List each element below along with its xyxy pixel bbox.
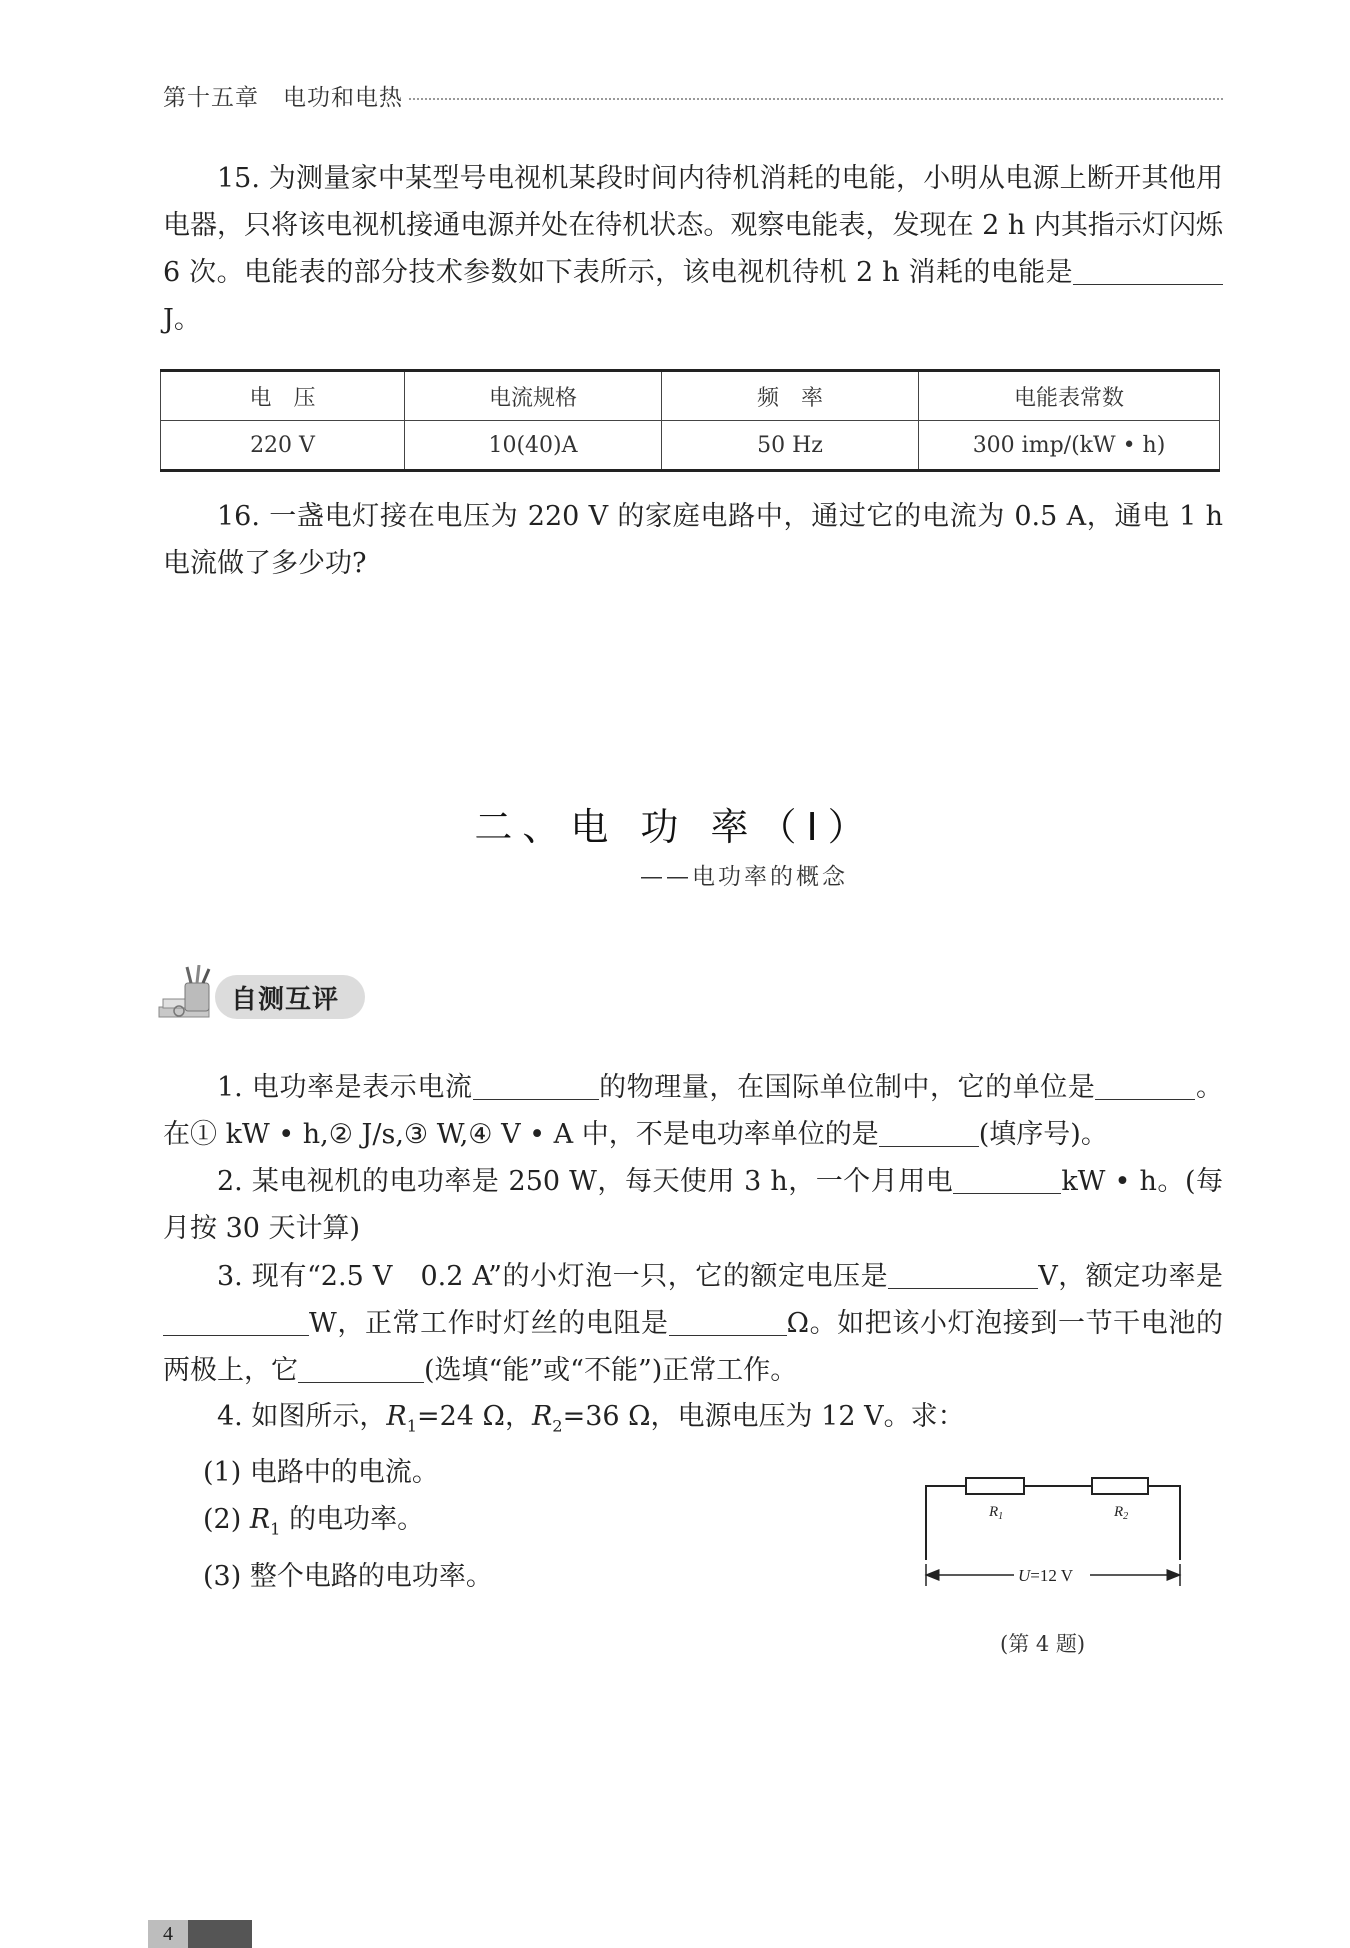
q1-part3: 。在① kW • h,② J/s,③ W,④ V • A 中，不是电功率单位的是	[163, 1072, 1224, 1150]
q3-blank-3[interactable]	[669, 1309, 787, 1336]
q16-text: 16. 一盏电灯接在电压为 220 V 的家庭电路中，通过它的电流为 0.5 A，通电 1 h 电流做了多少功?	[163, 501, 1223, 579]
q15-text: 15. 为测量家中某型号电视机某段时间内待机消耗的电能，小明从电源上断开其他用电器，只将该电视机接通电源并处在待机状态。观察电能表，发现在 2 h 内其指示灯闪烁 6 次。电能表的部分技术参数如下表所示，该电视机待机 2 h 消耗的电能是	[163, 163, 1223, 288]
table-header-cell: 电 压	[161, 371, 405, 421]
q2-part1: 2. 某电视机的电功率是 250 W，每天使用 3 h，一个月用电	[217, 1166, 954, 1197]
meter-params-table	[160, 369, 1220, 472]
q4-sub-1: (1) 电路中的电流。	[203, 1457, 439, 1489]
section-title: 二、电 功 率（Ⅰ）	[474, 805, 876, 849]
label-r1: $R_1$	[989, 1504, 1004, 1522]
question-2	[163, 1158, 1223, 1252]
q1-part1: 1. 电功率是表示电流	[217, 1072, 473, 1103]
q4-sub-2-a: (2)	[203, 1504, 250, 1536]
q1-part2: 的物理量，在国际单位制中，它的单位是	[598, 1072, 1096, 1103]
q4-intro-a: 4. 如图所示，	[217, 1401, 387, 1432]
q4-r2-sub: 2	[552, 1416, 563, 1436]
badge-label: 自测互评	[231, 985, 340, 1015]
q4-sub-2-subscript: 1	[270, 1519, 281, 1539]
resistor-r1	[966, 1478, 1024, 1494]
question-1	[163, 1064, 1223, 1158]
table-cell: 300 imp/(kW • h)	[919, 421, 1220, 471]
table-cell: 50 Hz	[662, 421, 919, 471]
q1-blank-3[interactable]	[879, 1120, 979, 1147]
table-header-row	[161, 371, 1220, 421]
table-row	[161, 421, 1220, 471]
q4-sub-2-b: 的电功率。	[280, 1504, 425, 1536]
circuit-wire	[926, 1486, 1180, 1560]
header-dotted-rule	[409, 98, 1223, 100]
q2-blank[interactable]	[953, 1167, 1061, 1194]
q4-r1-sub: 1	[406, 1416, 417, 1436]
table-cell: 220 V	[161, 421, 405, 471]
table-cell: 10(40)A	[405, 421, 662, 471]
q3-part3: W，正常工作时灯丝的电阻是	[309, 1308, 669, 1339]
label-voltage: U=12 V	[1018, 1566, 1074, 1585]
page-number: 4	[148, 1920, 188, 1948]
question-16	[163, 493, 1223, 587]
footer-bar	[188, 1920, 252, 1948]
q4-r2-symbol: R	[531, 1401, 553, 1432]
self-test-badge	[155, 965, 375, 1029]
question-3	[163, 1253, 1223, 1394]
table-header-cell: 电能表常数	[919, 371, 1220, 421]
q3-part5: (选填“能”或“不能”)正常工作。	[424, 1355, 798, 1386]
q3-part1: 3. 现有“2.5 V 0.2 A”的小灯泡一只，它的额定电压是	[217, 1261, 889, 1292]
q15-answer-blank[interactable]	[1073, 258, 1223, 285]
q3-part2: V，额定功率是	[1038, 1261, 1224, 1292]
page-footer	[148, 1920, 252, 1948]
question-15	[163, 155, 1223, 343]
q4-r1-symbol: R	[386, 1401, 407, 1432]
table-header-cell: 电流规格	[405, 371, 662, 421]
q3-blank-2[interactable]	[163, 1309, 309, 1336]
figure-caption: (第 4 题)	[1000, 1632, 1086, 1656]
q1-part4: (填序号)。	[978, 1119, 1108, 1150]
table-header-cell: 频 率	[662, 371, 919, 421]
q3-part4: Ω。如把该小灯泡接到一节干电池的两极上，它	[163, 1308, 1223, 1386]
q1-blank-2[interactable]	[1095, 1073, 1195, 1100]
q4-sub-3: (3) 整个电路的电功率。	[203, 1560, 493, 1592]
section-subtitle: ——电功率的概念	[640, 864, 848, 890]
q15-unit: J。	[163, 304, 201, 335]
chapter-title: 第十五章 电功和电热	[163, 84, 403, 111]
circuit-diagram	[918, 1470, 1188, 1615]
label-r2: $R_2$	[1114, 1504, 1129, 1522]
resistor-r2	[1092, 1478, 1148, 1494]
q3-blank-1[interactable]	[888, 1262, 1038, 1289]
q4-r1-value: =24 Ω，	[417, 1401, 532, 1432]
q2-part2: kW • h。(每月按 30 天计算)	[163, 1166, 1223, 1244]
page-header	[163, 78, 1223, 112]
q4-sub-2-symbol: R	[249, 1504, 271, 1536]
q4-r2-value: =36 Ω，电源电压为 12 V。求：	[562, 1401, 965, 1432]
q3-blank-4[interactable]	[298, 1356, 424, 1383]
q1-blank-1[interactable]	[473, 1073, 599, 1100]
